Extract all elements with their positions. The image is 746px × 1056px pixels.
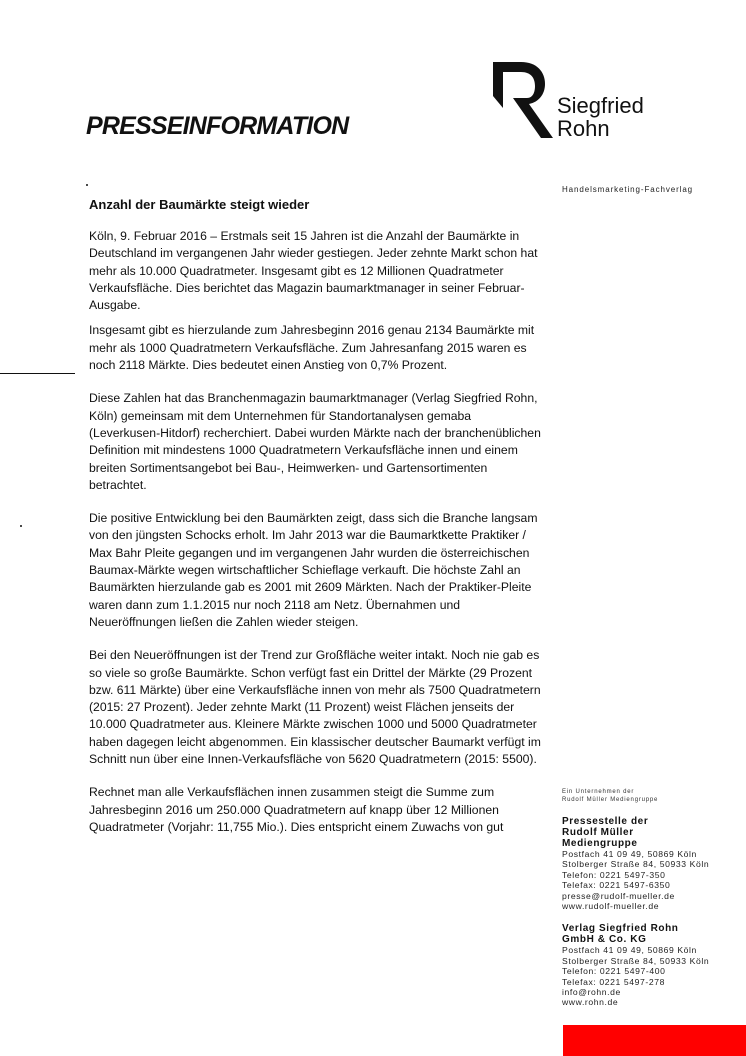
verlag-contact-block <box>562 923 746 1007</box>
document-heading: PRESSEINFORMATION <box>86 112 349 140</box>
press-title: Pressestelle der <box>562 816 649 827</box>
verlag-fax: Telefax: 0221 5497-278 <box>562 976 666 987</box>
group-note <box>562 788 746 804</box>
publisher-logo <box>491 60 661 144</box>
article-body <box>89 228 545 844</box>
tagline: Handelsmarketing-Fachverlag <box>562 185 694 194</box>
contact-sidebar <box>562 788 746 1020</box>
article-paragraph: Bei den Neueröffnungen ist der Trend zur Großfläche weiter intakt. Noch nie gab es so viele so große Baumärkte. Schon verfügt fast ein Drittel der Märkte (29 Prozent bzw. 611 Märkte) über eine Verkaufsfläche innen von mehr als 7500 Quadratmetern (2015: 27 Prozent). Jeder zehnte Markt (11 Prozent) weist Flächen jenseits der 10.000 Quadratmeter aus. Kleinere Märkte zwischen 1000 und 5000 Quadratmeter haben dagegen leicht abgenommen. Ein klassischer deutscher Baumarkt verfügt im Schnitt nun über eine Innen-Verkaufsfläche von 5620 Quadratmetern (2015: 5500). <box>89 648 541 767</box>
verlag-address-street: Stolberger Straße 84, 50933 Köln <box>562 955 710 966</box>
verlag-title: GmbH & Co. KG <box>562 934 647 946</box>
bullet-mark <box>86 184 88 186</box>
article-title: Anzahl der Baumärkte steigt wieder <box>89 197 310 212</box>
article-paragraph: Die positive Entwicklung bei den Baumärkten zeigt, dass sich die Branche langsam von den jüngsten Schocks erholt. Im Jahr 2013 war die Baumarktkette Praktiker / Max Bahr Pleite gegangen und im vergangenen Jahr wurden die österreichischen Baumax-Märkte wegen wirtschaftlicher Schieflage verkauft. Die höchste Zahl an Baumärkten hierzulande gab es 2001 mit 2609 Märkten. Nach der Praktiker-Pleite waren dann zum 1.1.2015 nur noch 2118 am Netz. Übernahmen und Neueröffnungen ließen die Zahlen wieder steigen. <box>89 511 538 629</box>
group-note-line: Rudolf Müller Mediengruppe <box>562 797 659 803</box>
group-note-line: Ein Unternehmen der <box>562 789 635 795</box>
press-email-link[interactable]: presse@rudolf-mueller.de <box>562 890 675 901</box>
press-fax: Telefax: 0221 5497-6350 <box>562 880 671 891</box>
press-title: Rudolf Müller <box>562 827 634 838</box>
verlag-title: Verlag Siegfried Rohn <box>562 923 679 935</box>
verlag-address-po: Postfach 41 09 49, 50869 Köln <box>562 945 697 956</box>
article-paragraph: Diese Zahlen hat das Branchenmagazin baumarktmanager (Verlag Siegfried Rohn, Köln) gemeinsam mit dem Unternehmen für Standortanalysen gemaba (Leverkusen-Hitdorf) recherchiert. Dabei wurden Märkte nach der branchenüblichen Definition mit mindestens 1000 Quadratmetern Verkaufsfläche innen und einem breiten Sortimentsangebot bei Bau-, Heimwerken- und Gartensortimenten betrachtet. <box>89 391 541 492</box>
press-phone: Telefon: 0221 5497-350 <box>562 869 666 880</box>
fold-mark <box>0 373 75 374</box>
press-title: Mediengruppe <box>562 838 638 849</box>
verlag-website-link[interactable]: www.rohn.de <box>562 997 619 1008</box>
accent-bar <box>563 1025 746 1056</box>
verlag-email-link[interactable]: info@rohn.de <box>562 987 621 998</box>
r-monogram-icon <box>491 60 661 144</box>
article-paragraph: Insgesamt gibt es hierzulande zum Jahresbeginn 2016 genau 2134 Baumärkte mit mehr als 1000 Quadratmetern Verkaufsfläche. Zum Jahresanfang 2015 waren es noch 2118 Märkte. Dies bedeutet einen Anstieg von 0,7% Prozent. <box>89 323 535 373</box>
verlag-phone: Telefon: 0221 5497-400 <box>562 966 666 977</box>
press-address-po: Postfach 41 09 49, 50869 Köln <box>562 849 697 859</box>
bullet-mark <box>20 525 22 527</box>
logo-line-2: Rohn <box>557 116 610 141</box>
press-address-street: Stolberger Straße 84, 50933 Köln <box>562 859 710 870</box>
press-contact-block <box>562 816 746 911</box>
article-paragraph: Köln, 9. Februar 2016 – Erstmals seit 15 Jahren ist die Anzahl der Baumärkte in Deutschland im vergangenen Jahr wieder gestiegen. Jeder zehnte Markt schon hat mehr als 10.000 Quadratmeter. Insgesamt gibt es 12 Millionen Quadratmeter Verkaufsfläche. Dies berichtet das Magazin baumarktmanager in seiner Februar-Ausgabe. <box>89 229 538 313</box>
logo-line-1: Siegfried <box>557 93 644 118</box>
press-website-link[interactable]: www.rudolf-mueller.de <box>562 901 660 912</box>
article-paragraph: Rechnet man alle Verkaufsflächen innen zusammen steigt die Summe zum Jahresbeginn 2016 um 250.000 Quadratmetern auf knapp über 12 Millionen Quadratmeter (Vorjahr: 11,755 Mio.). Dies entspricht einem Zuwachs von gut <box>89 785 504 834</box>
